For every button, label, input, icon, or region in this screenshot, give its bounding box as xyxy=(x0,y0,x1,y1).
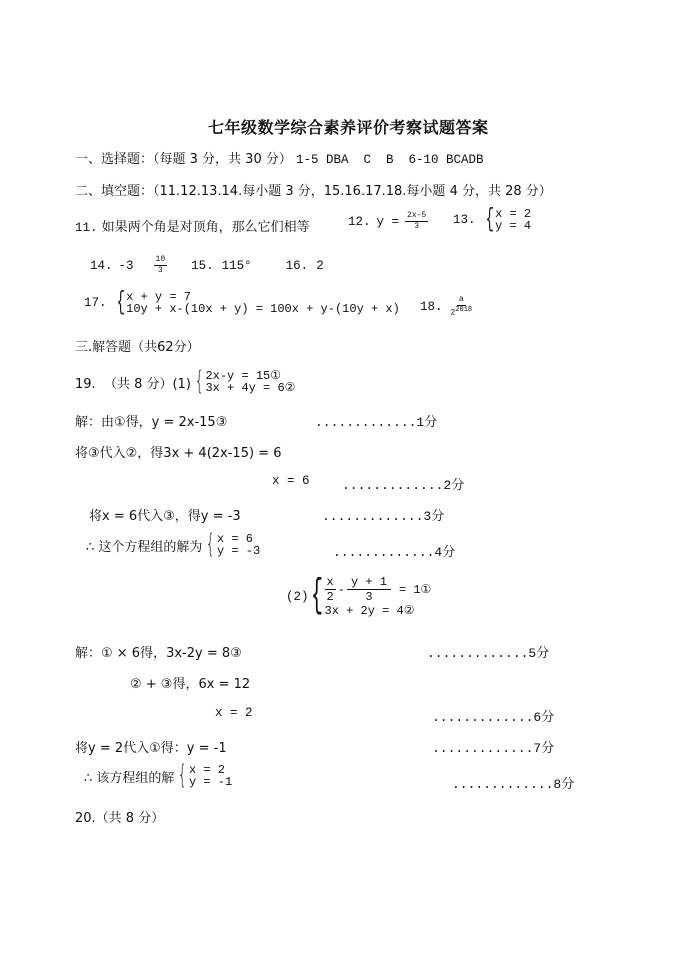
question-19-header: 19. （共 8 分）(1) { 2x-y = 15① 3x + 4y = 6② xyxy=(75,366,296,396)
score-marker: .............3分 xyxy=(322,509,445,524)
question-17: 17. { x + y = 7 10y + x-(10x + y) = 100x + y-(10y + x) xyxy=(84,287,400,317)
section-label: 一、选择题：（每题 3 分，共 30 分） xyxy=(75,152,292,167)
brace-icon: { xyxy=(206,529,216,559)
solution-step: 将③代入②，得3x + 4(2x-15) = 6 xyxy=(75,446,282,461)
score-marker: .............7分 xyxy=(432,741,555,756)
question-11: 11. 如果两个角是对顶角，那么它们相等 xyxy=(75,220,310,235)
brace-icon: { xyxy=(116,287,125,317)
equation-system: { x = 2 y = 4 xyxy=(485,204,532,234)
solution-step: x = 6 xyxy=(272,474,310,488)
equation-system: { x + y = 7 10y + x-(10x + y) = 100x + y-(10y + x) xyxy=(116,287,400,317)
solution-step: 解：由①得，y = 2x-15③ xyxy=(75,415,228,430)
question-18: 18. $\frac{a}{2^{2018}}$ xyxy=(420,295,473,318)
score-marker: .............6分 xyxy=(432,710,555,725)
section-solutions: 三.解答题（共62分） xyxy=(75,340,200,355)
solution-result: ∴ 该方程组的解 { x = 2 y = -1 xyxy=(84,760,233,790)
brace-icon: { xyxy=(310,574,323,619)
score-marker: .............8分 xyxy=(452,777,575,792)
fraction: $\frac{10}{3}$ xyxy=(155,255,166,275)
question-20-header: 20.（共 8 分） xyxy=(75,811,165,826)
solution-step: ② + ③得，6x = 12 xyxy=(130,677,251,692)
question-15: 15. 115° xyxy=(191,258,252,273)
solution-result: ∴ 这个方程组的解为 { x = 6 y = -3 xyxy=(86,529,261,559)
question-16: 16. 2 xyxy=(285,258,324,273)
solution-step: 将x = 6代入③，得y = -3 xyxy=(89,509,241,524)
score-marker: .............1分 xyxy=(315,415,438,430)
equation-system: { 2x-y = 15① 3x + 4y = 6② xyxy=(194,366,296,396)
solution-step: x = 2 xyxy=(215,706,253,720)
score-marker: .............4分 xyxy=(333,545,456,560)
question-14: 14. -3 $\frac{10}{3}$ xyxy=(90,255,166,275)
fraction: $\frac{2x-5}{3}$ xyxy=(407,211,427,231)
solution-step: 将y = 2代入①得：y = -1 xyxy=(75,741,227,756)
section-fill-in: 二、填空题：（11.12.13.14.每小题 3 分，15.16.17.18.每小题 4 分，共 28 分） xyxy=(75,184,552,199)
choice-answers: 1-5 DBA C B 6-10 BCADB xyxy=(295,153,484,167)
score-marker: .............5分 xyxy=(427,646,550,661)
solution-step: 解：① × 6得，3x-2y = 8③ xyxy=(75,646,242,661)
fraction: $\frac{a}{2^{2018}}$ xyxy=(450,295,473,318)
equation-system: { x = 6 y = -3 xyxy=(206,529,261,559)
question-12: 12. y = $\frac{2x-5}{3}$ xyxy=(348,211,427,231)
brace-icon: { xyxy=(178,760,188,790)
answer-text: 如果两个角是对顶角，那么它们相等 xyxy=(101,220,310,235)
brace-icon: { xyxy=(485,204,494,234)
equation-system-2: (2) { $\frac{x}{2}$ - $\frac{y + 1}{3}$ = 1① 3x + 2y = 4② xyxy=(286,574,432,619)
brace-icon: { xyxy=(194,366,204,396)
question-13: 13. { x = 2 y = 4 xyxy=(453,204,532,234)
equation-system: { x = 2 y = -1 xyxy=(178,760,233,790)
section-multiple-choice xyxy=(75,148,484,167)
score-marker: .............2分 xyxy=(342,478,465,493)
page-title: 七年级数学综合素养评价考察试题答案 xyxy=(208,118,489,137)
questions-14-16 xyxy=(90,256,324,275)
